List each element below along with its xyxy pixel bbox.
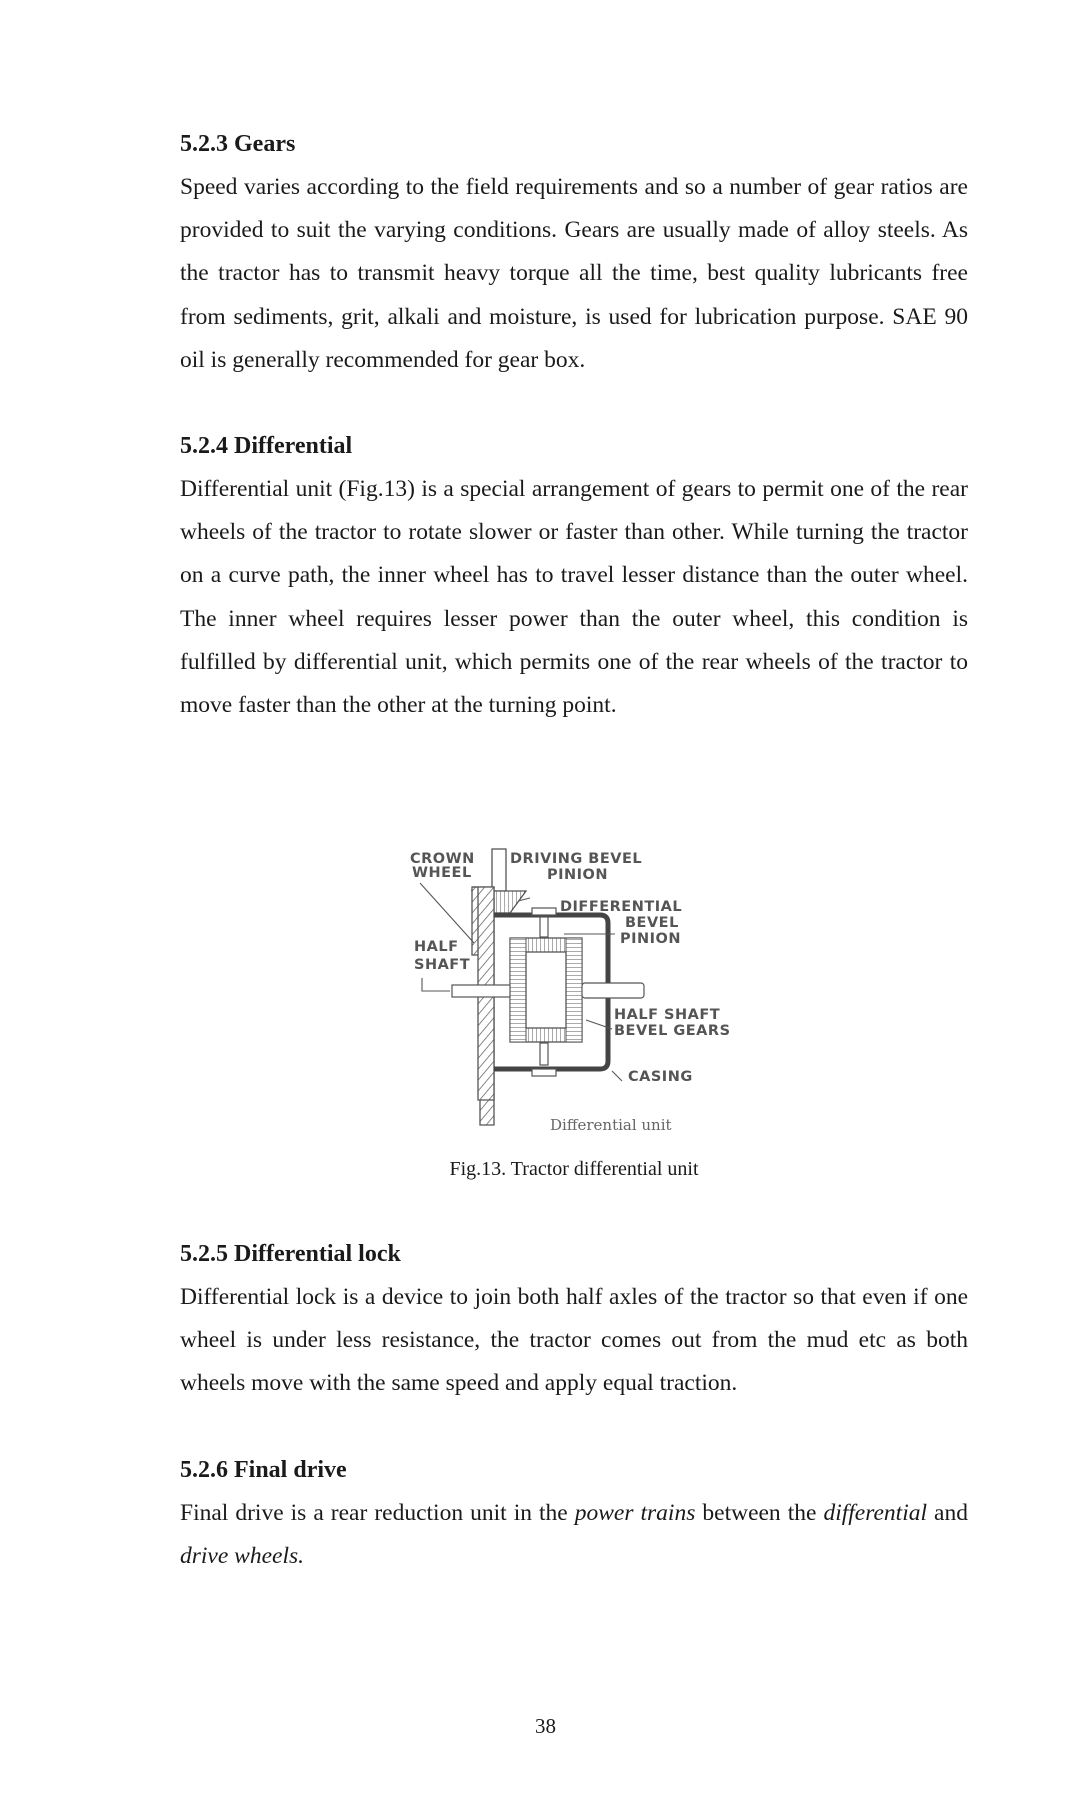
label-bevel-gears: BEVEL GEARS [614,1023,731,1039]
section-final-drive [180,1449,968,1578]
text-run: Final drive is a rear reduction unit in the [180,1500,575,1526]
section-differential [180,425,968,727]
page-number: 38 [535,1714,556,1738]
figure-subcaption: Differential unit [550,1116,672,1134]
half-shaft-bevel-gears [510,938,582,1042]
section-heading: 5.2.5 Differential lock [180,1241,401,1267]
section-differential-lock [180,1233,968,1406]
italic-term: drive wheels. [180,1543,304,1570]
section-heading: 5.2.3 Gears [180,131,296,157]
figure-caption: Fig.13. Tractor differential unit [449,1158,699,1180]
label-shaft: SHAFT [414,957,471,973]
label-casing: CASING [628,1069,693,1085]
text-run: between the [695,1500,824,1526]
italic-term: power trains [574,1500,696,1526]
label-differential: DIFFERENTIAL [560,899,683,915]
crown-wheel [472,887,494,1125]
label-driving-bevel: DRIVING BEVEL [510,851,643,867]
label-pinion: PINION [547,867,609,883]
label-half: HALF [414,939,459,955]
label-wheel: WHEEL [412,865,472,881]
differential-unit-figure [400,835,760,1145]
text-run: and [927,1500,968,1526]
section-paragraph: Speed varies according to the field requirements and so a number of gear ratios are provided to suit the varying conditions. Gears are usually made of alloy steels. As the tractor has to transmit heavy torque all the time, best quality lubricants free from sediments, grit, alkali and moisture, is used for lubrication purpose. SAE 90 oil is generally recommended for gear box. [180,174,968,373]
section-paragraph: Differential lock is a device to join both half axles of the tractor so that even if one wheel is under less resistance, the tractor comes out from the mud etc as both wheels move with the same speed and apply equal traction. [180,1284,968,1397]
section-gears [180,123,968,382]
label-half-shaft: HALF SHAFT [614,1007,721,1023]
section-heading: 5.2.6 Final drive [180,1457,347,1483]
label-bevel: BEVEL [625,915,679,931]
section-heading: 5.2.4 Differential [180,433,353,459]
italic-term: differential [823,1500,927,1526]
label-crown: CROWN [410,851,475,867]
section-paragraph: Differential unit (Fig.13) is a special arrangement of gears to permit one of the rear wheels of the tractor to rotate slower or faster than other. While turning the tractor on a curve path, the inner wheel has to travel lesser distance than the outer wheel. The inner wheel requires lesser power than the outer wheel, this condition is fulfilled by differential unit, which permits one of the rear wheels of the tractor to move faster than the other at the turning point. [180,476,968,719]
section-paragraph [180,1492,968,1578]
label-pinion-2: PINION [620,931,682,947]
